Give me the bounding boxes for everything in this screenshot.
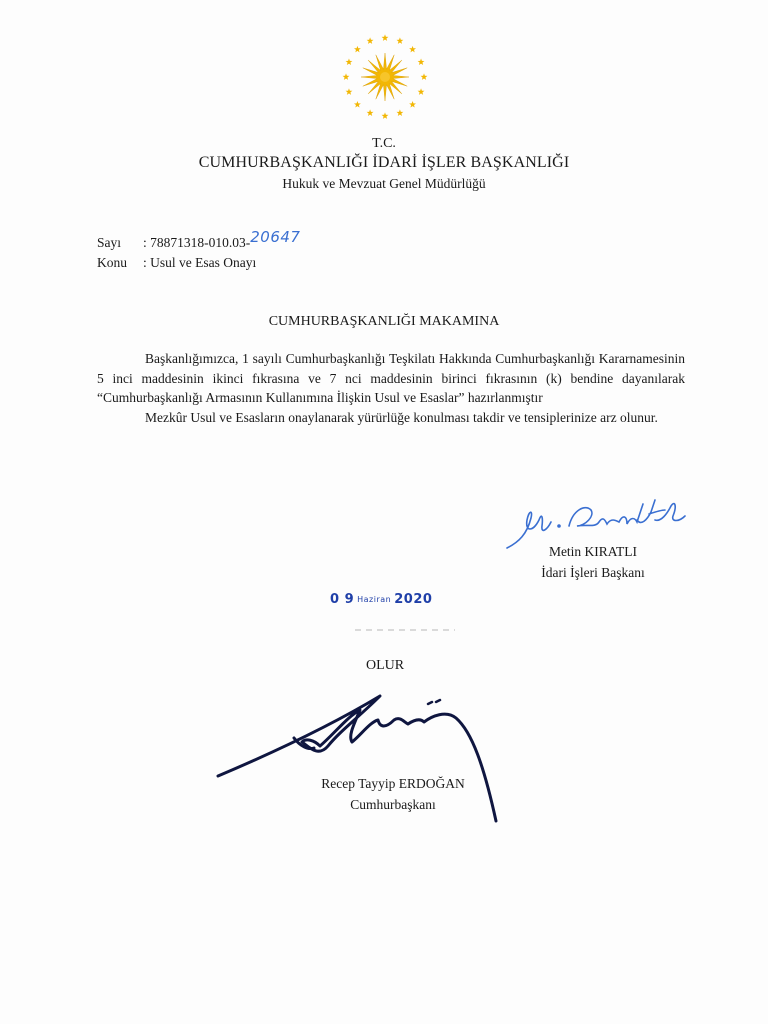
presidential-seal-icon (340, 32, 430, 122)
header-tc: T.C. (372, 136, 396, 151)
date-stamp (330, 592, 432, 607)
letter-body (97, 349, 685, 427)
seal-star-icon (367, 109, 374, 116)
date-day: 0 9 (330, 592, 355, 607)
konu-value: : Usul ve Esas Onayı (143, 255, 257, 270)
header-organization: CUMHURBAŞKANLIĞI İDARİ İŞLER BAŞKANLIĞI (198, 154, 570, 171)
seal-star-icon (421, 73, 428, 80)
date-month: Haziran (357, 595, 392, 604)
signer-title: İdari İşleri Başkanı (541, 565, 645, 580)
date-year: 2020 (394, 592, 433, 607)
seal-star-icon (346, 88, 353, 95)
seal-star-icon (382, 34, 389, 41)
seal-star-icon (397, 109, 404, 116)
addressee: CUMHURBAŞKANLIĞI MAKAMINA (268, 314, 500, 329)
seal-star-icon (382, 112, 389, 119)
approver-title: Cumhurbaşkanı (350, 797, 436, 812)
signer-name: Metin KIRATLI (548, 544, 638, 559)
sayi-label: Sayı (97, 235, 122, 250)
header-department: Hukuk ve Mevzuat Genel Müdürlüğü (282, 176, 486, 191)
seal-star-icon (346, 58, 353, 65)
konu-label: Konu (97, 255, 127, 270)
konu-row (97, 255, 256, 271)
approver-name: Recep Tayyip ERDOĞAN (321, 776, 465, 791)
seal-star-icon (354, 46, 361, 53)
seal-star-icon (343, 73, 350, 80)
sayi-row (97, 228, 301, 251)
signer-block (528, 541, 658, 583)
sayi-value: : 78871318-010.03- (143, 235, 251, 250)
seal-star-icon (354, 101, 361, 108)
seal-star-icon (367, 37, 374, 44)
sayi-handwritten-number: 20647 (250, 228, 301, 246)
approver-block (303, 773, 483, 815)
seal-star-icon (397, 37, 404, 44)
body-paragraph-2: Mezkûr Usul ve Esasların onaylanarak yürürlüğe konulması takdir ve tensiplerinize arz olunur. (145, 409, 658, 425)
body-paragraph-1: Başkanlığımızca, 1 sayılı Cumhurbaşkanlığı Teşkilatı Hakkında Cumhurbaşkanlığı Kararnamesinin 5 inci maddesinin ikinci fıkrasına ve 7 nci maddesinin birinci fıkrasının (k) bendine dayanılarak “Cumhurbaşkanlığı Armasının Kullanımına İlişkin Usul ve Esaslar” hazırlanmıştır (97, 351, 685, 405)
seal-star-icon (418, 88, 425, 95)
faint-stamp-marks (355, 628, 455, 632)
approval-olur: OLUR (366, 658, 405, 673)
seal-star-icon (409, 46, 416, 53)
seal-star-icon (409, 101, 416, 108)
seal-star-icon (418, 58, 425, 65)
